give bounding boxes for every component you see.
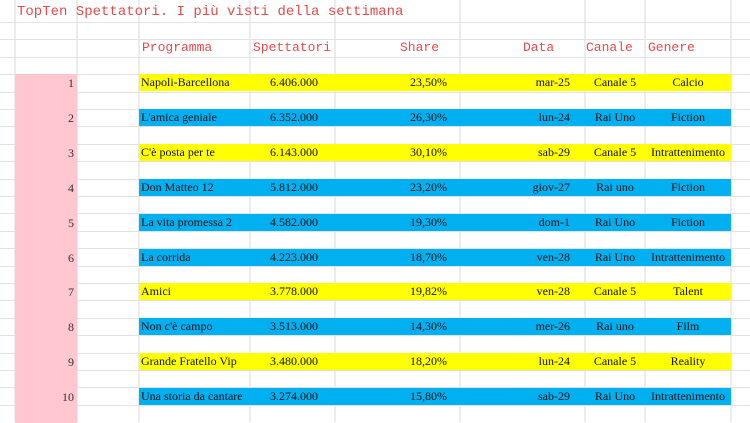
programma-cell[interactable]: Una storia da cantare [141,389,243,403]
data-cell[interactable]: sab-29 [538,389,570,403]
spettatori-cell[interactable]: 4.223.000 [270,250,318,264]
header-share[interactable]: Share [400,40,440,55]
share-cell[interactable]: 14,30% [410,319,447,333]
spettatori-cell[interactable]: 6.406.000 [270,75,318,89]
data-cell[interactable]: dom-1 [538,215,570,229]
share-cell[interactable]: 19,30% [410,215,447,229]
canale-cell[interactable]: Canale 5 [593,145,637,159]
canale-cell[interactable]: Rai Uno [594,250,636,264]
data-cell[interactable]: lun-24 [538,354,570,368]
table-row[interactable] [139,249,731,266]
rank-value: 6 [68,251,74,265]
table-row[interactable] [139,214,731,231]
data-cell[interactable]: mar-25 [535,75,570,89]
header-data[interactable]: Data [523,40,555,55]
canale-cell[interactable]: Rai Uno [594,110,636,124]
rank-value: 7 [68,285,74,299]
canale-cell[interactable]: Rai uno [596,319,634,333]
share-cell[interactable]: 23,50% [410,75,447,89]
rank-cell[interactable] [15,214,77,249]
rank-cell[interactable] [15,109,77,144]
spettatori-cell[interactable]: 3.480.000 [270,354,318,368]
canale-cell[interactable]: Rai Uno [594,389,636,403]
table-row[interactable] [139,74,731,91]
programma-cell[interactable]: Don Matteo 12 [141,180,214,194]
rank-value: 1 [68,76,74,90]
spettatori-cell[interactable]: 3.513.000 [270,319,318,333]
programma-cell[interactable]: Grande Fratello Vip [141,354,237,368]
table-row[interactable] [139,318,731,335]
spettatori-cell[interactable]: 3.778.000 [270,284,318,298]
programma-cell[interactable]: La corrida [141,250,191,264]
table-row[interactable] [139,179,731,196]
rank-cell[interactable] [15,318,77,353]
genere-cell[interactable]: Intrattenimento [651,389,725,403]
canale-cell[interactable]: Canale 5 [593,75,637,89]
rank-cell[interactable] [15,144,77,179]
data-cell[interactable]: ven-28 [536,284,570,298]
genere-cell[interactable]: Fiction [670,110,705,124]
canale-cell[interactable]: Rai Uno [594,215,636,229]
data-cell[interactable]: sab-29 [538,145,570,159]
share-cell[interactable]: 30,10% [410,145,447,159]
genere-cell[interactable]: Fiction [670,215,705,229]
genere-cell[interactable]: Calcio [672,75,704,89]
share-cell[interactable]: 23,20% [410,180,447,194]
rank-value: 10 [62,390,74,404]
header-programma[interactable]: Programma [142,40,213,55]
programma-cell[interactable]: Napoli-Barcellona [141,75,230,89]
header-canale[interactable]: Canale [586,40,633,55]
data-cell[interactable]: giov-27 [532,180,570,194]
genere-cell[interactable]: Fiction [670,180,705,194]
rank-value: 9 [68,355,74,369]
share-cell[interactable]: 18,20% [410,354,447,368]
genere-cell[interactable]: Intrattenimento [651,145,725,159]
programma-cell[interactable]: L'amica geniale [141,110,217,124]
share-cell[interactable]: 26,30% [410,110,447,124]
share-cell[interactable]: 18,70% [410,250,447,264]
spettatori-cell[interactable]: 6.352.000 [270,110,318,124]
rank-value: 4 [68,181,74,195]
canale-cell[interactable]: Canale 5 [593,354,637,368]
rank-cell[interactable] [15,74,77,109]
share-cell[interactable]: 19,82% [410,284,447,298]
table-row[interactable] [139,353,731,370]
genere-cell[interactable]: Talent [673,284,703,298]
rank-value: 3 [68,146,74,160]
spettatori-cell[interactable]: 6.143.000 [270,145,318,159]
spettatori-cell[interactable]: 5.812.000 [270,180,318,194]
canale-cell[interactable]: Rai uno [596,180,634,194]
table-row[interactable] [139,283,731,300]
data-cell[interactable]: lun-24 [538,110,570,124]
rank-cell[interactable] [15,249,77,284]
rank-value: 8 [68,320,74,334]
genere-cell[interactable]: Film [676,319,700,333]
table-row[interactable] [139,144,731,161]
table-row[interactable] [139,109,731,126]
programma-cell[interactable]: La vita promessa 2 [141,215,232,229]
spettatori-cell[interactable]: 4.582.000 [270,215,318,229]
header-spettatori[interactable]: Spettatori [253,40,332,55]
rank-value: 2 [68,111,74,125]
share-cell[interactable]: 15,80% [410,389,447,403]
sheet-title[interactable]: TopTen Spettatori. I più visti della settimana [17,4,404,20]
rank-cell[interactable] [15,283,77,318]
rank-cell[interactable] [15,353,77,388]
table-row[interactable] [139,388,731,405]
programma-cell[interactable]: Non c'è campo [141,319,213,333]
programma-cell[interactable]: C'è posta per te [141,145,215,159]
genere-cell[interactable]: Intrattenimento [651,250,725,264]
data-cell[interactable]: mer-26 [535,319,570,333]
programma-cell[interactable]: Amici [141,284,171,298]
rank-cell[interactable] [15,179,77,214]
rank-cell[interactable] [15,388,77,423]
data-cell[interactable]: ven-28 [536,250,570,264]
header-genere[interactable]: Genere [648,40,695,55]
canale-cell[interactable]: Canale 5 [593,284,637,298]
rank-value: 5 [68,216,74,230]
spettatori-cell[interactable]: 3.274.000 [270,389,318,403]
genere-cell[interactable]: Reality [670,354,706,368]
